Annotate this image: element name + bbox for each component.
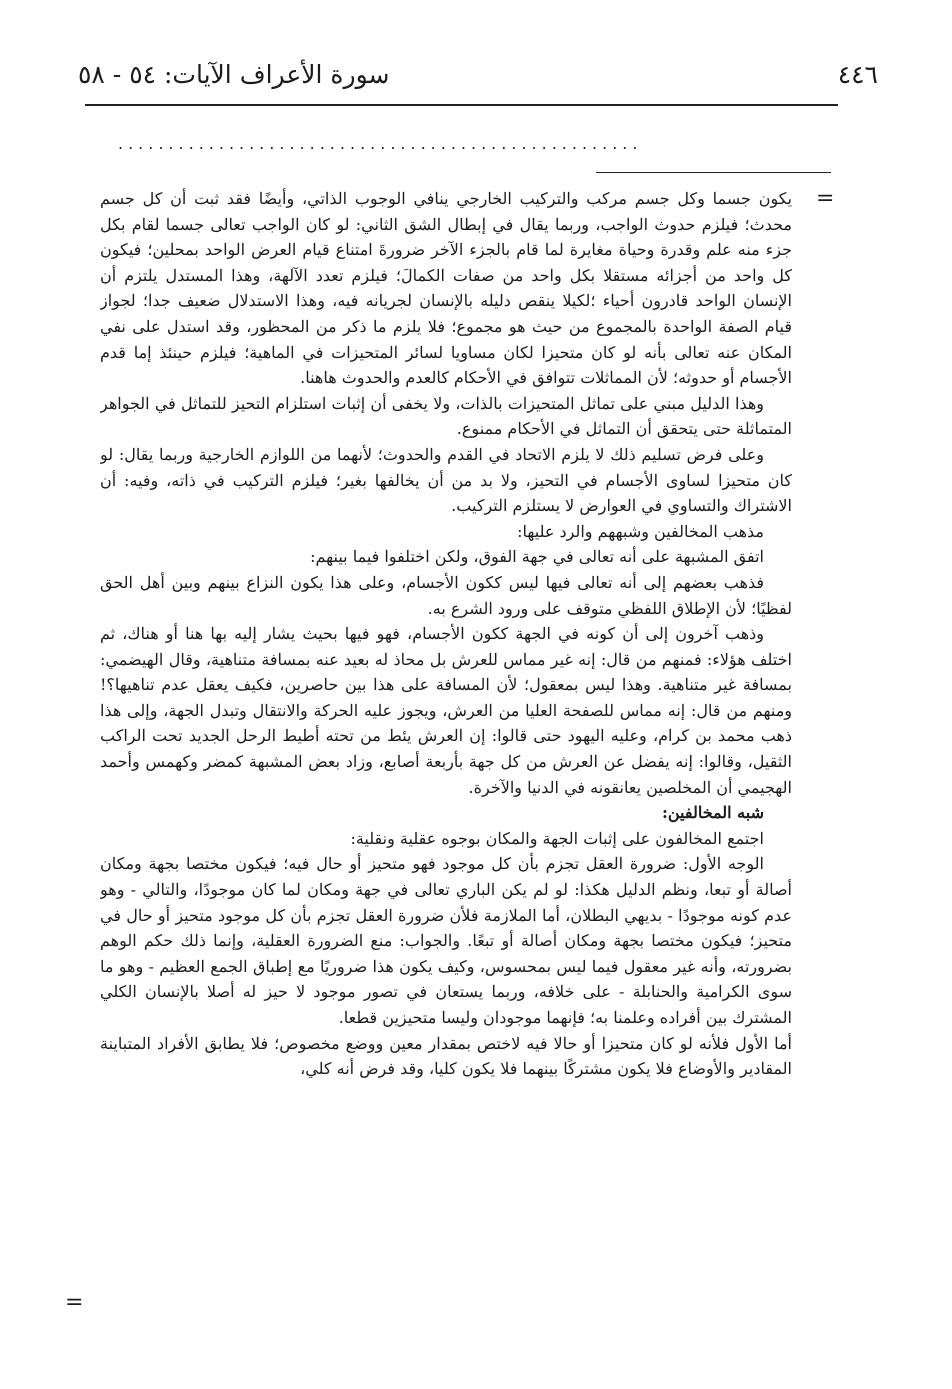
paragraph: وذهب آخرون إلى أن كونه في الجهة ككون الأجسام، فهو فيها بحيث يشار إليه بها هنا أو هناك، ثم اختلف هؤلاء: فمنهم من قال: إنه غير مماس للعرش بل محاذ له بعيد عنه بمسافة متناهية، وقال الهيضمي: بمسافة غير متناهية. وهذا ليس بمعقول؛ لأن المسافة على هذا بين حاصرين، فكيف يعقل عدم تناهيها؟! ومنهم من قال: إنه مماس للصفحة العليا من العرش، ويجوز عليه الحركة والانتقال وتبدل الجهة، وإلى هذا ذهب محمد بن كرام، وعليه اليهود حتى قالوا: إن العرش يئط من تحته أطيط الرحل الجديد تحت الراكب الثقيل، وقالوا: إنه يفضل عن العرش من كل جهة بأربعة أصابع، وزاد بعض المشبهة كمضر وكهمس وأحمد الهجيمي أن المخلصين يعانقونه في الدنيا والآخرة. [100, 624, 792, 797]
continuation-marker-top: = [816, 186, 835, 211]
header-rule [85, 104, 838, 106]
running-title: سورة الأعراف الآيات: ٥٤ - ٥٨ [78, 60, 390, 89]
page-header [78, 52, 878, 98]
footnote-body [100, 186, 792, 1326]
footnote-rule [596, 172, 831, 173]
continuation-marker-bottom: = [65, 1290, 84, 1315]
section-heading: شبه المخالفين: [661, 803, 764, 823]
dotted-separator: .................................................... [118, 134, 643, 153]
paragraph: الوجه الأول: ضرورة العقل تجزم بأن كل موجود فهو متحيز أو حال فيه؛ فيكون مختصا بجهة ومكان أصالة أو تبعا، ونظم الدليل هكذا: لو لم يكن الباري تعالى في جهة ومكان لما كان موجودًا، والتالي - وهو عدم كونه موجودًا - بديهي البطلان، أما الملازمة فلأن ضرورة العقل تجزم بأن كل موجود متحيز أو حال في متحيز؛ فيكون مختصا بجهة ومكان أصالة أو تبعًا. والجواب: منع الضرورة العقلية، وإنما ذلك حكم الوهم بضرورته، وأنه غير معقول فيما ليس بمحسوس، وكيف يكون هذا ضروريًا مع إطباق الجمع العظيم - وهو ما سوى الكرامية والحنابلة - على خلافه، وربما يستعان في تصور موجود لا حيز له أصلا بالإنسان الكلي المشترك بين أفراده وعلمنا به؛ فإنهما موجودان وليسا متحيزين قطعا. [100, 854, 792, 1027]
paragraph: وهذا الدليل مبني على تماثل المتحيزات بالذات، ولا يخفى أن إثبات استلزام التحيز للتماثل في الجواهر المتماثلة حتى يتحقق أن التماثل في الأحكام ممنوع. [100, 393, 792, 439]
paragraph: فذهب بعضهم إلى أنه تعالى فيها ليس ككون الأجسام، وعلى هذا يكون النزاع بينهم وبين أهل الحق لفظيًا؛ لأن الإطلاق اللفظي متوقف على ورود الشرع به. [100, 572, 792, 618]
section-title: مذهب المخالفين وشبههم والرد عليها: [517, 521, 764, 541]
paragraph: اتفق المشبهة على أنه تعالى في جهة الفوق، ولكن اختلفوا فيما بينهم: [310, 547, 764, 567]
paragraph: يكون جسما وكل جسم مركب والتركيب الخارجي ينافي الوجوب الذاتي، وأيضًا فقد ثبت أن كل جسم محدث؛ فيلزم حدوث الواجب، وربما يقال في إبطال الشق الثاني: لو كان الواجب تعالى جسما لقام بكل جزء منه علم وقدرة وحياة مغايرة لما قام بالجزء الآخر ضرورةَ امتناع قيام العرض الواحد بمحلين؛ فيكون كل واحد من أجزائه مستقلا بكل واحد من صفات الكمالَ؛ فيلزم تعدد الآلهة، وهذا المستدل يلتزم أن الإنسان الواحد قادرون أحياء ؛لكيلا ينقص دليله بالإنسان لجريانه فيه، وهذا الاستدلال ضعيف جدا؛ لجواز قيام الصفة الواحدة بالمجموع من حيث هو مجموع؛ فلا يلزم ما ذكر من المحظور، وقد استدل على نفي المكان عنه تعالى بأنه لو كان متحيزا لكان مساويا لسائر المتحيزات في الماهية؛ فيلزم حينئذ إما قدم الأجسام أو حدوثه؛ لأن المماثلات تتوافق في الأحكام كالعدم والحدوث هاهنا. [100, 189, 792, 388]
paragraph: اجتمع المخالفون على إثبات الجهة والمكان بوجوه عقلية ونقلية: [350, 828, 764, 848]
paragraph: أما الأول فلأنه لو كان متحيزا أو حالا فيه لاختص بمقدار معين ووضع مخصوص؛ فلا يطابق الأفراد المتباينة المقادير والأوضاع فلا يكون مشتركًا بينهما فلا يكون كليا، وقد فرض أنه كلي، [100, 1033, 792, 1079]
paragraph: وعلى فرض تسليم ذلك لا يلزم الاتحاد في القدم والحدوث؛ لأنهما من اللوازم الخارجية وربما يقال: لو كان متحيزا لساوى الأجسام في التحيز، ولا بد من أن يخالفها بغير؛ فيلزم التركيب في ذاته، وفيه: أن الاشتراك والتساوي في العوارض لا يستلزم التركيب. [100, 444, 792, 516]
page-number: ٤٤٦ [837, 60, 878, 89]
